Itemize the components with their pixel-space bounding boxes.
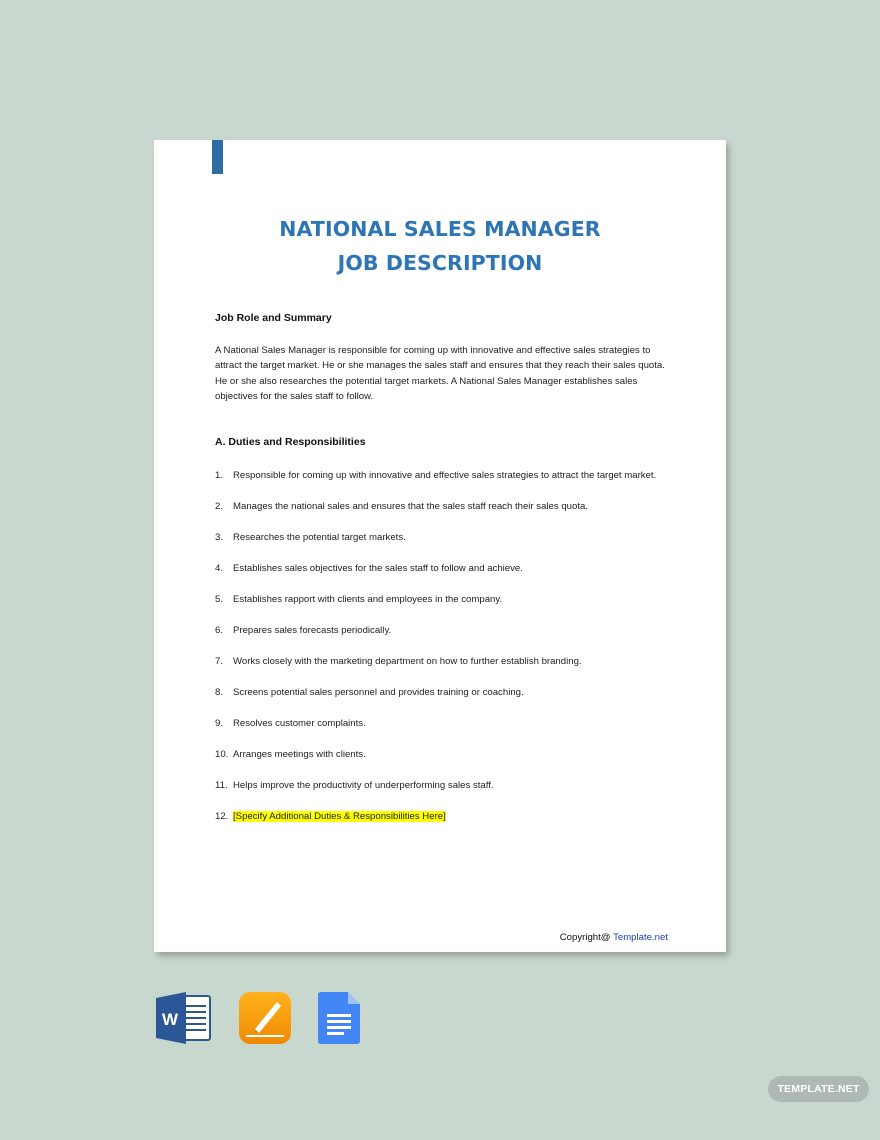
list-item xyxy=(215,561,670,576)
title-line-2: JOB DESCRIPTION xyxy=(337,251,543,275)
list-item-text: Works closely with the marketing department on how to further establish branding. xyxy=(233,655,582,667)
list-item-number: 7. xyxy=(215,655,224,667)
duties-list xyxy=(215,468,670,840)
list-item-number: 9. xyxy=(215,717,224,729)
summary-paragraph: A National Sales Manager is responsible for coming up with innovative and effective sales strategies to attract the target market. He or she manages the sales staff and ensures that they reach their sales quota. He or she also researches the potential target markets. A National Sales Manager establishes sales objectives for the sales staff to follow. xyxy=(215,345,665,402)
list-item xyxy=(215,530,670,545)
list-item-text: Prepares sales forecasts periodically. xyxy=(233,624,392,636)
list-item-number: 8. xyxy=(215,686,224,698)
accent-bar xyxy=(212,140,223,174)
list-item-number: 1. xyxy=(215,470,224,481)
pages-icon[interactable] xyxy=(239,992,291,1049)
list-item-number: 2. xyxy=(215,500,224,512)
docs-icon[interactable] xyxy=(318,992,360,1049)
list-item xyxy=(215,685,670,700)
list-item xyxy=(215,654,670,669)
list-item-number: 11. xyxy=(215,779,228,791)
list-item-text: Arranges meetings with clients. xyxy=(233,748,366,760)
list-item-number: 5. xyxy=(215,593,224,605)
list-item xyxy=(215,468,670,483)
list-item-text: Researches the potential target markets. xyxy=(233,531,406,543)
list-item xyxy=(215,623,670,638)
document-page xyxy=(154,140,726,952)
list-item-text: Establishes sales objectives for the sales staff to follow and achieve. xyxy=(233,562,523,574)
list-item-text: Helps improve the productivity of underperforming sales staff. xyxy=(233,779,494,791)
list-item-number: 3. xyxy=(215,531,224,543)
template-net-watermark: TEMPLATE.NET xyxy=(768,1076,869,1102)
list-item-text: Manages the national sales and ensures that the sales staff reach their sales quota. xyxy=(233,500,589,512)
word-icon[interactable] xyxy=(156,992,212,1049)
duties-heading: A. Duties and Responsibilities xyxy=(215,436,366,448)
list-item-text: Responsible for coming up with innovative and effective sales strategies to attract the target market. xyxy=(233,470,657,481)
copyright-label: Copyright@ xyxy=(559,932,611,943)
placeholder-highlight: [Specify Additional Duties & Responsibilities Here] xyxy=(233,810,446,822)
list-item-number: 6. xyxy=(215,624,224,636)
list-item-text: Resolves customer complaints. xyxy=(233,717,366,729)
list-item-number: 4. xyxy=(215,562,224,574)
copyright-notice xyxy=(560,932,668,943)
copyright-link[interactable]: Template.net xyxy=(613,932,668,943)
list-item xyxy=(215,778,670,793)
list-item xyxy=(215,592,670,607)
list-item xyxy=(215,809,670,824)
document-title xyxy=(154,212,726,280)
list-item xyxy=(215,499,670,514)
job-role-heading: Job Role and Summary xyxy=(215,312,332,324)
list-item-text: Establishes rapport with clients and employees in the company. xyxy=(233,593,503,605)
svg-text:W: W xyxy=(161,1010,179,1029)
list-item-number: 12. xyxy=(215,810,229,822)
list-item xyxy=(215,747,670,762)
list-item xyxy=(215,716,670,731)
title-line-1: NATIONAL SALES MANAGER xyxy=(279,217,601,241)
list-item-number: 10. xyxy=(215,748,229,760)
list-item-text: Screens potential sales personnel and provides training or coaching. xyxy=(233,686,524,698)
